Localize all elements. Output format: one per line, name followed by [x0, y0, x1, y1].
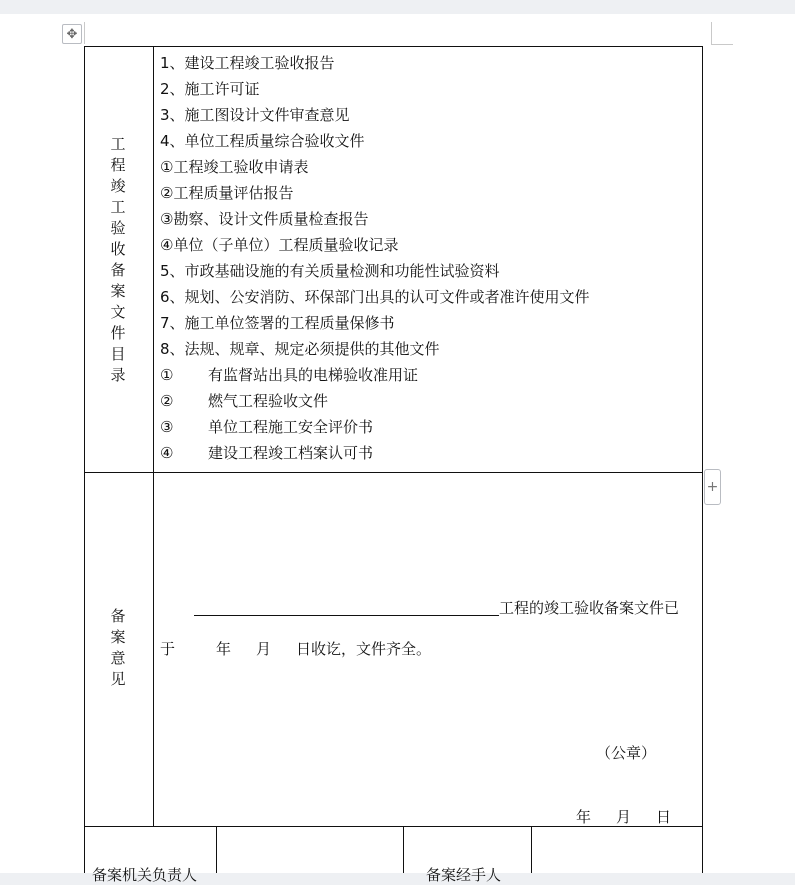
- label-char: 收: [110, 240, 126, 258]
- catalog-sub-item: [160, 414, 590, 440]
- add-row-icon: +: [706, 479, 719, 495]
- catalog-item: 1、建设工程竣工验收报告: [160, 54, 335, 72]
- footer-divider-1: [216, 826, 217, 873]
- sign-date-year: 年: [576, 808, 592, 826]
- catalog-label: [103, 134, 133, 386]
- label-char: 案: [110, 282, 126, 300]
- label-char: 目: [110, 345, 126, 363]
- label-char: 见: [110, 670, 126, 688]
- sub-item-text: 单位工程施工安全评价书: [208, 418, 374, 436]
- catalog-item: 4、单位工程质量综合验收文件: [160, 132, 365, 150]
- catalog-item: 2、施工许可证: [160, 80, 260, 98]
- label-char: 件: [110, 324, 126, 342]
- label-char: 工: [110, 135, 126, 153]
- label-char: 工: [110, 198, 126, 216]
- table-border-left: [84, 46, 85, 873]
- catalog-item: ①工程竣工验收申请表: [160, 158, 309, 176]
- label-char: 备: [110, 261, 126, 279]
- catalog-item: ④单位（子单位）工程质量验收记录: [160, 236, 399, 254]
- footer-right-label: 备案经手人: [426, 866, 502, 884]
- catalog-item: 7、施工单位签署的工程质量保修书: [160, 314, 395, 332]
- catalog-item: 3、施工图设计文件审查意见: [160, 106, 350, 124]
- label-char: 录: [110, 366, 126, 384]
- opinion-yu: 于: [160, 640, 176, 658]
- opinion-line1-suffix: 工程的竣工验收备案文件已: [499, 599, 680, 617]
- catalog-item: ②工程质量评估报告: [160, 184, 294, 202]
- opinion-received-text: 日收讫，文件齐全。: [296, 640, 432, 658]
- margin-mark-left: [84, 22, 85, 44]
- sign-date-month: 月: [616, 808, 632, 826]
- sub-item-number: ①: [160, 366, 174, 384]
- margin-mark-right-h: [711, 44, 733, 45]
- label-char: 备: [110, 607, 126, 625]
- sub-item-text: 建设工程竣工档案认可书: [208, 444, 374, 462]
- sub-item-text: 燃气工程验收文件: [208, 392, 329, 410]
- label-column-divider: [153, 46, 154, 826]
- margin-mark-right-v: [711, 22, 712, 44]
- table-border-right: [702, 46, 703, 873]
- sign-date-day: 日: [656, 808, 672, 826]
- footer-divider-3: [531, 826, 532, 873]
- catalog-sub-item: [160, 362, 590, 388]
- catalog-sub-item: [160, 440, 590, 466]
- table-border-top: [84, 46, 703, 47]
- add-row-handle[interactable]: [704, 469, 721, 505]
- sub-item-number: ②: [160, 392, 174, 410]
- label-char: 意: [110, 649, 126, 667]
- catalog-item: ③勘察、设计文件质量检查报告: [160, 210, 369, 228]
- footer-left-label: 备案机关负责人: [92, 866, 198, 884]
- catalog-list: [160, 50, 590, 466]
- label-char: 案: [110, 628, 126, 646]
- opinion-month: 月: [256, 640, 272, 658]
- sub-item-number: ④: [160, 444, 174, 462]
- label-char: 程: [110, 156, 126, 174]
- opinion-label: [103, 606, 133, 690]
- footer-divider-2: [403, 826, 404, 873]
- catalog-item: 5、市政基础设施的有关质量检测和功能性试验资料: [160, 262, 500, 280]
- seal-label: （公章）: [596, 744, 657, 762]
- move-icon: ✥: [66, 26, 78, 42]
- label-char: 文: [110, 303, 126, 321]
- catalog-item: 8、法规、规章、规定必须提供的其他文件: [160, 340, 440, 358]
- project-name-blank[interactable]: [194, 615, 499, 616]
- row-divider-1: [84, 472, 703, 473]
- label-char: 验: [110, 219, 126, 237]
- table-move-handle[interactable]: [62, 24, 82, 44]
- sub-item-number: ③: [160, 418, 174, 436]
- catalog-item: 6、规划、公安消防、环保部门出具的认可文件或者准许使用文件: [160, 288, 590, 306]
- label-char: 竣: [110, 177, 126, 195]
- opinion-year: 年: [216, 640, 232, 658]
- row-divider-2: [84, 826, 703, 827]
- catalog-sub-item: [160, 388, 590, 414]
- sub-item-text: 有监督站出具的电梯验收准用证: [208, 366, 419, 384]
